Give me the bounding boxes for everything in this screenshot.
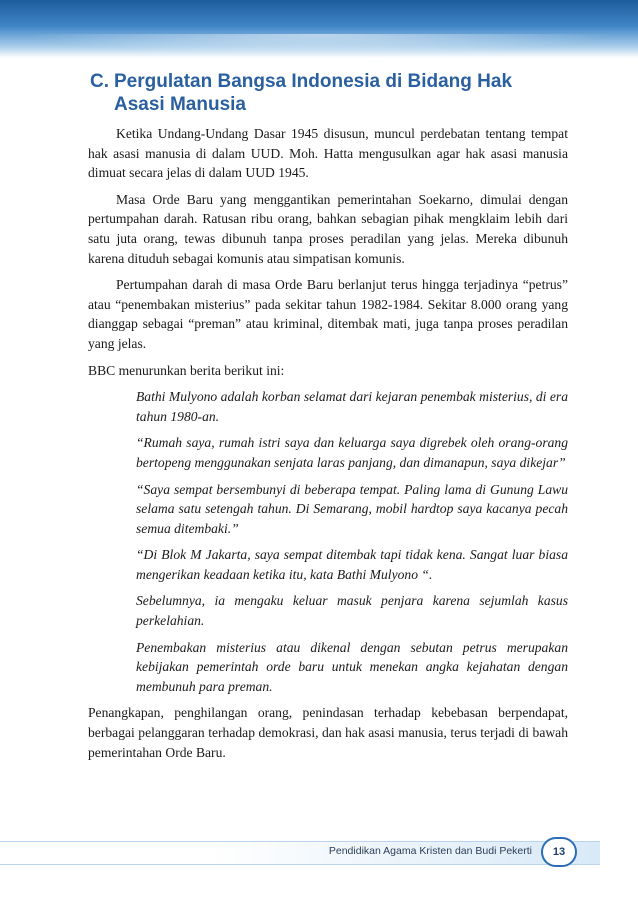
bbc-quote-block: [136, 387, 568, 696]
paragraph-1: Ketika Undang-Undang Dasar 1945 disusun, muncul perdebatan tentang tempat hak asasi manusia di dalam UUD. Moh. Hatta mengusulkan agar hak asasi manusia dimuat secara jelas di dalam UUD 1945.: [88, 126, 568, 181]
header-band: [0, 0, 638, 58]
page-number: 13: [541, 837, 577, 867]
paragraph-2: Masa Orde Baru yang menggantikan pemerintahan Soekarno, dimulai dengan pertumpahan darah. Ratusan ribu orang, bahkan sebagian pihak mengklaim lebih dari satu juta orang, tewas dibunuh tanpa proses peradilan yang jelas. Mereka dibunuh karena dituduh sebagai komunis atau simpatisan komunis.: [88, 191, 568, 266]
closing-paragraph: Penangkapan, penghilangan orang, penindasan terhadap kebebasan berpendapat, berbagai pelanggaran terhadap demokrasi, dan hak asasi manusia, terus terjadi di bawah pemerintahan Orde Baru.: [88, 705, 568, 760]
quote-4: “Di Blok M Jakarta, saya sempat ditembak tapi tidak kena. Sangat luar biasa mengerikan keadaan ketika itu, kata Bathi Mulyono “.: [136, 547, 568, 582]
paragraph-3: Pertumpahan darah di masa Orde Baru berlanjut terus hingga terjadinya “petrus” atau “penembakan misterius” pada sekitar tahun 1982-1984. Sekitar 8.000 orang yang dianggap sebagai “preman” atau kriminal, ditembak mati, juga tanpa proses peradilan yang jelas.: [88, 277, 568, 351]
book-title: Pendidikan Agama Kristen dan Budi Pekerti: [328, 845, 532, 857]
paragraph-4: BBC menurunkan berita berikut ini:: [88, 362, 285, 378]
quote-3: “Saya sempat bersembunyi di beberapa tempat. Paling lama di Gunung Lawu selama satu setengah tahun. Di Semarang, mobil hardtop saya kacanya pecah semua ditembaki.”: [136, 481, 568, 536]
quote-1: Bathi Mulyono adalah korban selamat dari kejaran penembak misterius, di era tahun 1980-an.: [136, 389, 568, 424]
quote-2: “Rumah saya, rumah istri saya dan keluarga saya digrebek oleh orang-orang bertopeng menggunakan senjata laras panjang, dan dimanapun, saya dikejar”: [136, 435, 568, 470]
section-heading: [90, 70, 560, 116]
page-footer: [0, 834, 638, 868]
quote-6: Penembakan misterius atau dikenal dengan sebutan petrus merupakan kebijakan pemerintah orde baru untuk menekan angka kejahatan dengan membunuh para preman.: [136, 639, 568, 694]
body-text: [88, 124, 568, 769]
section-letter: C.: [90, 71, 109, 92]
quote-5: Sebelumnya, ia mengaku keluar masuk penjara karena sejumlah kasus perkelahian.: [136, 593, 568, 629]
section-title: Pergulatan Bangsa Indonesia di Bidang Hak Asasi Manusia: [114, 71, 513, 115]
